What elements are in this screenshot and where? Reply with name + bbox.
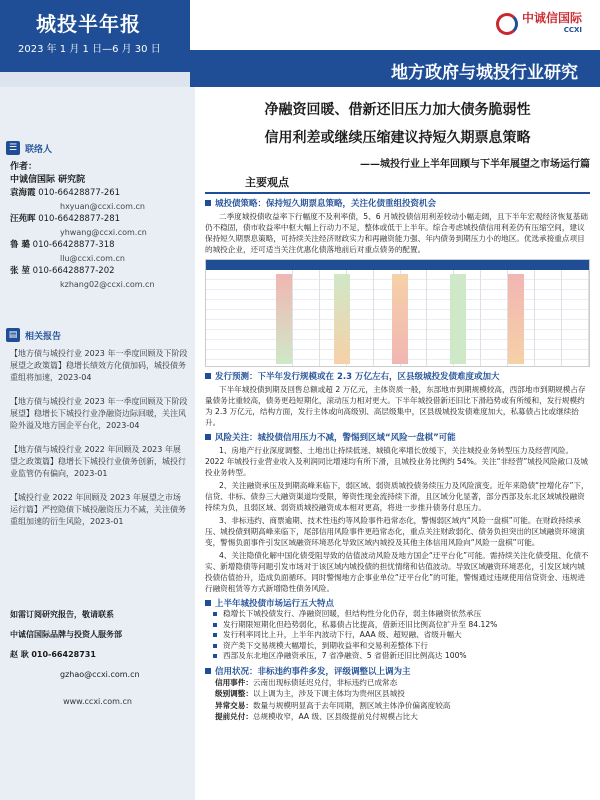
section-heading: 上半年城投债市场运行五大特点 <box>205 597 590 609</box>
bullet-icon <box>205 668 211 674</box>
ccxi-logo <box>496 12 582 36</box>
report-subtitle: ——城投行业上半年回顾与下半年展望之市场运行篇 <box>360 159 590 170</box>
section-heading: 发行预测：下半年发行规模或在 2.3 万亿左右，区县级城投发债难度或加大 <box>205 370 590 382</box>
header-strip <box>0 72 190 87</box>
main-content <box>205 95 590 723</box>
related-report-item[interactable]: 【城投行业 2022 年回顾及 2023 年展望之市场运行篇】严控隐债下城投融资压力不减，关注债务重组加速的衍生风险，2023-01 <box>10 493 186 526</box>
market-point: 资产类下交易规模大幅增长，到期收益率和交易利差整体下行 <box>205 641 590 652</box>
contacts-icon: ☰ <box>6 141 20 155</box>
key-points-heading: 主要观点 <box>245 176 289 189</box>
divider <box>205 192 590 194</box>
related-reports-heading: ▤ 相关报告 <box>0 324 195 346</box>
header-top <box>190 0 600 50</box>
related-reports-icon: ▤ <box>6 328 20 342</box>
section-heading: 信用状况：非标违约事件多发，评级调整以上调为主 <box>205 665 590 677</box>
related-report-item[interactable]: 【地方债与城投行业 2022 年回顾及 2023 年展望之政策篇】稳增长下城投行业债务创新，城投行业监管仍有偏向，2023-01 <box>10 445 186 478</box>
author-row: 张 堃 010-66428877-202 <box>10 266 115 276</box>
website-link[interactable]: www.ccxi.com.cn <box>63 697 132 706</box>
header-title-block <box>0 0 190 72</box>
market-point: 稳增长下城投债发行、净融资回暖，但结构性分化仍存，弱主体融资依然承压 <box>205 609 590 620</box>
rating-point: 信用事件：云南出现标债延迟兑付，非标违约已成常态 <box>215 677 398 687</box>
risk-item: 1、房地产行业深度调整、土地出让持续低迷、城镇化率增长放缓下，关注城投业务转型压力及经营风险。2022 年城投行业营业收入及利润同比增速均有所下滑，且城投业务比例约 54%。关注“非经营”城投风险敞口及城投业务转型。 <box>205 446 589 477</box>
report-date-range: 2023 年 1 月 1 日—6 月 30 日 <box>18 44 161 55</box>
related-report-item[interactable]: 【地方债与城投行业 2023 年一季度回顾及下阶段展望】稳增长下城投行业净融资边际回暖，关注风险外溢及地方国企平台化，2023-04 <box>10 397 188 430</box>
section-heading: 风险关注：城投债信用压力不减，警惕到区域“风险一盘棋”可能 <box>205 431 590 443</box>
report-title-line1: 净融资回暖、借新还旧压力加大债务脆弱性 <box>264 102 531 118</box>
author-block: 作者： 中诚信国际 研究院 袁海霞 010-66428877-261 hxyuan@ccxi.com.cn 汪苑晖 010-66428877-281 yhwang@ccxi.com.cn 鲁 璐 010-66428877-318 llu@ccxi.com.cn 张 堃 010-66428877-202 kzhang02@ccxi.com.cn <box>0 157 195 295</box>
rating-point: 级别调整：以上调为主，涉及下调主体均为贵州区县城投 <box>215 689 405 698</box>
bullet-icon <box>205 434 211 440</box>
author-row: 汪苑晖 010-66428877-281 <box>10 214 121 224</box>
author-row: 鲁 璐 010-66428877-318 <box>10 240 115 250</box>
market-point: 发行期限短期化但趋势弱化，私募债占比提高，借新还旧比例高位扩升至 84.12% <box>205 620 590 631</box>
logo-mark-icon <box>496 13 518 35</box>
contacts-heading: ☰ 联络人 <box>0 137 58 159</box>
bullet-icon <box>205 373 211 379</box>
related-reports-list <box>10 348 188 540</box>
report-title-line2: 信用利差或继续压缩建议持短久期票息策略 <box>264 130 531 146</box>
research-category: 地方政府与城投行业研究 <box>391 63 578 83</box>
related-report-item[interactable]: 【地方债与城投行业 2023 年一季度回顾及下阶段展望之政策篇】稳增长绩效方化债加码，城投债务重组将加速，2023-04 <box>10 349 188 382</box>
rating-point: 提前兑付：总规模收窄，AA 级、区县级提前兑付规模占比大 <box>215 712 418 721</box>
report-series-title: 城投半年报 <box>36 12 141 36</box>
header-band <box>190 50 600 87</box>
data-table-image <box>205 259 590 367</box>
logo-en: CCXI <box>563 26 582 34</box>
logo-cn: 中诚信国际 <box>521 11 582 25</box>
section-heading: 城投债策略：保持短久期票息策略，关注化债重组投资机会 <box>205 197 590 209</box>
bullet-icon <box>205 600 211 606</box>
author-row: 袁海霞 010-66428877-261 <box>10 188 121 198</box>
paragraph: 下半年城投债到期及回售总额或超 2 万亿元，主体资质一般，东部地市到期规模较高，西部地市到期规模占存量债务比重较高，债务更趋短期化，滚动压力相对更大。下半年城投借新还旧比下滑趋势或有所缓和，发行规模约为 2.3 万亿元，结构方面，发行主体或向高级别、高层级集中，区县级城投发债难度加大，私募债占比或继续抬升。 <box>205 385 586 427</box>
bullet-icon <box>205 200 211 206</box>
market-point: 西部及东北地区净融资承压，7 省净融资、5 省借新还旧比例高达 100% <box>205 651 590 662</box>
market-point: 发行利率同比上升，上半年内波动下行，AAA 级、超短融、省级升幅大 <box>205 630 590 641</box>
risk-item: 2、关注融资承压及到期高峰来临下，弱区域、弱资质城投债务续压力及风险演变。近年来隐债“控增化存”下，信贷、非标、债券三大融资渠道均受限，筹资性现金流持续下滑，且区域分化显著，部分西部及东北区域城投融资持续为负，且弱区域、弱资质城投融资成本相对更高，将进一步推升债务付息压力。 <box>205 481 589 512</box>
paragraph: 二季度城投债收益率下行幅度不及利率债，5、6 月城投债信用利差较动小幅走阔，且下半年宏观经济恢复基础仍不稳固，债市收益率中枢大幅上行动力不足，整体或低于上半年。综合考虑城投债信用利差仍有压缩空间，建议保持短久期票息策略，可持续关注经济财政实力和再融资能力强、年内债务到期压力小的地区。优选承接重点项目的城投企业，还可适当关注优惠化债落地前后对重点债务的配置。 <box>205 212 588 254</box>
subscription-contact: 如需订阅研究报告，敬请联系 中诚信国际品牌与投资人服务部 赵 耿 010-66428731 gzhao@ccxi.com.cn <box>10 610 140 679</box>
rating-point: 异常交易：数量与规模明显高于去年同期，割区域主体净价偏离度较高 <box>215 700 451 710</box>
risk-item: 4、关注隐债化解中国化债受阻导致的估值波动风险及地方国企“迂平台化”可能。需持续关注化债受阻、化债不实、新增隐债等问题引发市场对于该区域内城投债的担忧情绪和估值波动。导致区域融资环境恶化，引发区域内城投债估值抬升，造成负面循环。同时警惕地方企事业单位“迂平台化”的可能，警惕通过违规使用信贷资金、违规进行融资租赁等方式新增隐性债务风险。 <box>205 551 589 593</box>
risk-item: 3、非标违约、商票逾期、技术性违约等风险事件趋常态化，警惕弱区域内“风险一盘棋”可能。在财政持续承压、城投债到期高峰来临下，尾部信用风险事件更趋常态化，重点关注财政弱化、债务负担突出的区域融资环境演变，警惕负面事件引发区域融资环境恶化导致区域内城投及其他主体信用风险向“风险一盘棋”可能。 <box>205 516 585 547</box>
